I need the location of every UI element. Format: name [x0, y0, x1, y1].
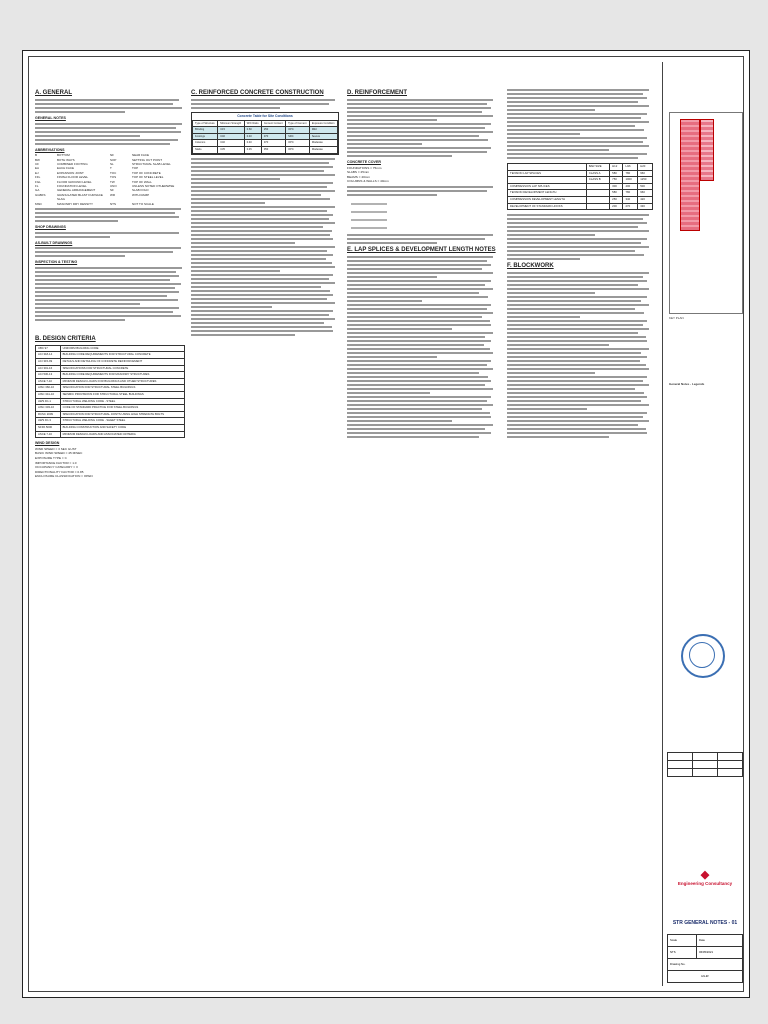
key-plan-hatch-2: [700, 119, 714, 181]
key-plan-hatch: [680, 119, 700, 231]
lap-splice-table: [507, 163, 653, 210]
abbreviations-list: [35, 153, 185, 206]
design-codes-table: [35, 345, 185, 438]
table-row: CLASS B 750 1000 1250: [508, 177, 653, 184]
legend-label: General Notes - Legends: [669, 382, 705, 386]
abbr-row: EA EACH FACE T TOP: [35, 166, 139, 171]
approval-stamp: [681, 634, 725, 678]
general-note-a4: [35, 208, 185, 222]
general-notes-heading: GENERAL NOTES: [35, 116, 66, 120]
logo-mark-icon: ◆: [700, 869, 710, 881]
title-block: [662, 62, 747, 986]
shop-drawings-heading: SHOP DRAWINGS: [35, 225, 66, 230]
shop-drawings-text: [35, 232, 185, 238]
table-row: ACI 530-13 BUILDING CODE REQUIREMENTS FOR MASONRY STRUCTURES: [36, 372, 185, 379]
column-lap-table-blockwork: [507, 87, 653, 440]
rc-paragraph: [191, 99, 339, 109]
table-row: Blinding C15 0.60 250 OPC Mild: [193, 127, 338, 134]
column-reinforcement: [347, 87, 497, 440]
table-row: AISC 360-10 SPECIFICATION FOR STRUCTURAL STEEL BUILDINGS: [36, 385, 185, 392]
abbr-row: CF COMBINED FOOTING SL STRUCTURAL SLAB LEVEL: [35, 162, 171, 166]
table-row: COMPRESSION LAP SPLICES 300 400 500: [508, 183, 653, 190]
concrete-table: [191, 112, 339, 155]
asbuilt-heading: AS-BUILT DRAWINGS: [35, 240, 73, 245]
rc-notes-2: [191, 206, 339, 336]
table-row: UBC 97 UNIFORM BUILDING CODE: [36, 345, 185, 352]
section-design-heading: B. DESIGN CRITERIA: [35, 335, 96, 342]
company-name: Engineering Consultancy: [677, 881, 733, 886]
table-row: RCSC 2009 SPECIFICATION FOR STRUCTURAL JOINTS USING HIGH STRENGTH BOLTS: [36, 411, 185, 418]
concrete-cover-heading: CONCRETE COVER: [347, 160, 381, 164]
asbuilt-text: [35, 247, 185, 257]
reinforcement-notes: [347, 99, 497, 157]
table-row: AISC 303-10 CODE OF STANDARD PRACTICE FOR STEEL BUILDINGS: [36, 405, 185, 412]
concrete-table-title: Concrete Table for Site Conditions: [237, 114, 293, 118]
concrete-cover-list: FOUNDATIONS = 75mm SLABS = 25mm BEAMS = 40mm COLUMNS & WALLS = 40mm: [347, 165, 389, 184]
drawing-info-table: Scale Date NTS 06/05/2021 Drawing No. GS-01: [667, 934, 743, 983]
column-general: [35, 87, 185, 479]
abbr-row: EJ EXPANSION JOINT TOC TOP OF CONCRETE: [35, 170, 161, 175]
table-row: AISC 341-10 SEISMIC PROVISIONS FOR STRUCTURAL STEEL BUILDINGS: [36, 392, 185, 399]
abbr-row: GGBFS GRANULATED BLAST FURNACE SLAG WR WITH RAMP: [35, 192, 150, 202]
sheet-border: [28, 56, 744, 992]
sheet-number: GS-01: [668, 971, 743, 983]
abbr-row: FL FOUNDATION LEVEL UNO UNLESS NOTED OTHERWISE: [35, 184, 175, 189]
company-logo: [669, 868, 741, 886]
table-row: NFPA 5000 BUILDING CONSTRUCTION AND SAFETY CODE: [36, 424, 185, 431]
general-notes-text: [35, 123, 185, 145]
abbreviations-heading: ABBREVIATIONS: [35, 147, 65, 152]
table-row: AWS D1.3 STRUCTURAL WELDING CODE - SHEET STEEL: [36, 418, 185, 425]
table-row: COMPRESSION DEVELOPMENT LENGTH 250 340 420: [508, 196, 653, 203]
section-reinforcement-heading: D. REINFORCEMENT: [347, 90, 407, 96]
rc-notes: [191, 158, 339, 204]
abbr-row: MSD MASONRY DRY DENSITY NTS NOT TO SCALE: [35, 201, 154, 206]
lap-notes: [347, 256, 497, 438]
section-rc-heading: C. REINFORCED CONCRETE CONSTRUCTION: [191, 90, 324, 96]
table-row: TENSION LAP SPLICES CLASS A 580 780 960: [508, 170, 653, 177]
wind-design-heading: WIND DESIGN: [35, 441, 60, 446]
lap-table-notes: [507, 214, 653, 260]
table-row: Footings C40 0.40 370 SRC Severe: [193, 133, 338, 140]
table-row: DEVELOPMENT OF STANDARD HOOKS 200 270 330: [508, 203, 653, 210]
general-paragraph: [35, 99, 185, 113]
revision-table: [667, 752, 743, 777]
reinforcement-notes-2: [347, 186, 497, 196]
section-lap-heading: E. LAP SPLICES & DEVELOPMENT LENGTH NOTES: [347, 246, 496, 253]
table-row: ASCE 7-16 MINIMUM DESIGN LOADS AND ASSOCIATED CRITERIA: [36, 431, 185, 438]
drawing-title: STR GENERAL NOTES - 01: [672, 920, 738, 926]
key-plan-label: KEY PLAN: [669, 316, 684, 320]
bar-bend-diagram: [347, 198, 427, 230]
table-header-row: BAR SIZE H12 H16 H20: [508, 164, 653, 171]
table-header-row: Type of Structure Minimum Strength W/C Ratio Cement Content Type of Cement Exposure Condition: [193, 120, 338, 127]
key-plan-frame: [669, 112, 743, 314]
section-blockwork-heading: F. BLOCKWORK: [507, 263, 554, 270]
inspection-text: [35, 267, 185, 321]
table-row: ACI 301-16 SPECIFICATIONS FOR STRUCTURAL CONCRETE: [36, 365, 185, 372]
table-row: ASCE 7-10 MINIMUM DESIGN LOADS FOR BUILDINGS AND OTHER STRUCTURES: [36, 378, 185, 385]
table-row: ACI 318-14 BUILDING CODE REQUIREMENTS FOR STRUCTURAL CONCRETE: [36, 352, 185, 359]
drawing-sheet: [22, 50, 750, 998]
abbr-row: FFL FINISH FLOOR LEVEL TOS TOP OF STEEL LEVEL: [35, 175, 164, 180]
table-row: Slabs C35 0.45 350 OPC Moderate: [193, 146, 338, 153]
abbr-row: GA GENERAL ARRANGEMENT SF SLAB FOLD: [35, 188, 149, 193]
column-rc-construction: [191, 87, 339, 338]
inspection-heading: INSPECTION & TESTING: [35, 260, 78, 265]
table-row: TENSION DEVELOPMENT LENGTH 580 780 960: [508, 190, 653, 197]
blockwork-notes: [507, 272, 653, 438]
table-row: AWS D1.1 STRUCTURAL WELDING CODE - STEEL: [36, 398, 185, 405]
abbr-row: BW BOTH WAYS SOP SETTING OUT POINT: [35, 157, 163, 162]
reinforcement-notes-3: [347, 234, 497, 244]
hook-notes: [507, 89, 653, 159]
wind-design-list: WIND SPEED = 3 SEC GUST BASIC WIND SPEED = 45 M/SEC EXPOSURE TYPE = C IMPORTANCE FACTOR = 1.0 OCCUPANCY CATEGORY = II DIRECTIONALITY FACTOR = 0.85 ENCLOSURE CLASSIFICATION = OPEN: [35, 446, 93, 479]
table-row: Columns C40 0.40 370 OPC Moderate: [193, 140, 338, 147]
abbr-row: FGL FLOOR GROUND LEVEL TW TOP OF WALL: [35, 179, 152, 184]
table-row: ACI 315-99 DETAILS AND DETAILING OF CONCRETE REINFORCEMENT: [36, 359, 185, 366]
section-general-heading: A. GENERAL: [35, 90, 73, 96]
abbr-row: B BOTTOM NF NEAR FACE: [35, 153, 150, 158]
